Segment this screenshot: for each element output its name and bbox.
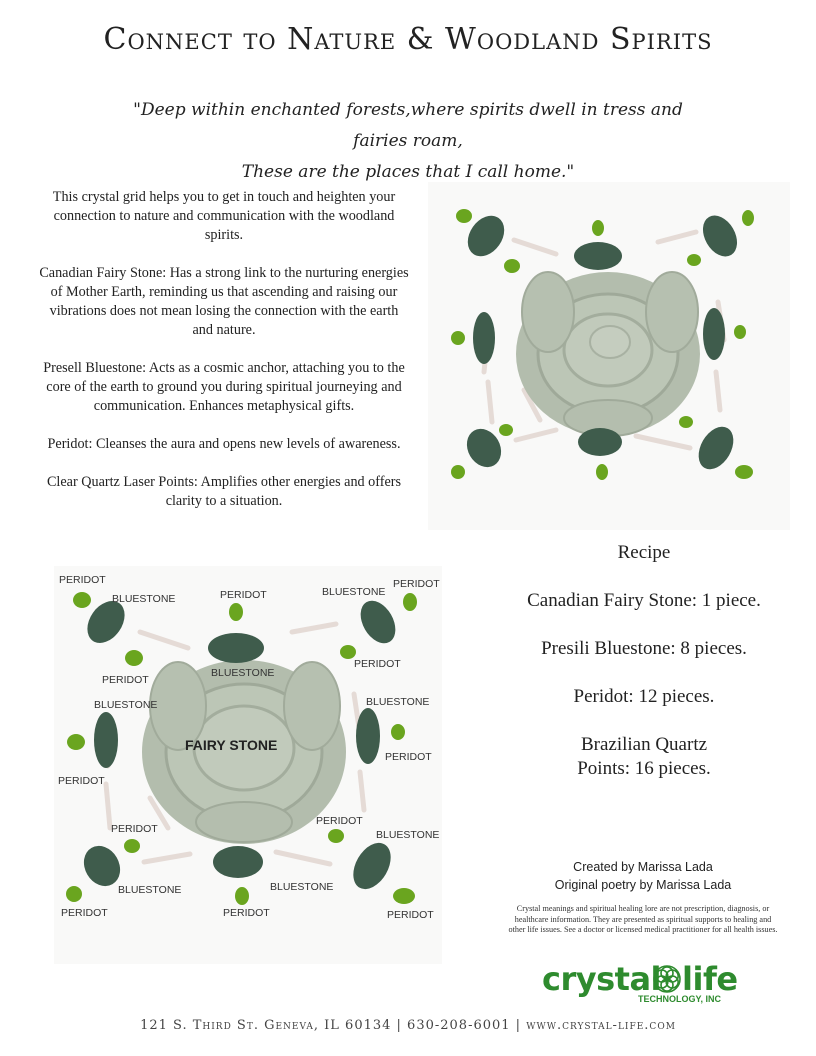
crystal-grid-photo <box>428 182 790 530</box>
label-peridot: PERIDOT <box>61 907 108 919</box>
logo-word-crystal: crystal <box>542 960 662 998</box>
quartz-description: Clear Quartz Laser Points: Amplifies other energies and offers clarity to a situation. <box>46 474 402 509</box>
label-bluestone: BLUESTONE <box>112 593 176 605</box>
label-peridot: PERIDOT <box>385 751 432 763</box>
recipe-item: Canadian Fairy Stone: 1 piece. <box>527 590 761 611</box>
label-bluestone: BLUESTONE <box>270 881 334 893</box>
quote-line-2: These are the places that I call home." <box>241 162 575 182</box>
page-title: Connect to Nature & Woodland Spirits <box>103 22 713 57</box>
label-peridot: PERIDOT <box>223 907 270 919</box>
recipe-heading: Recipe <box>617 542 671 563</box>
bluestone-description: Presell Bluestone: Acts as a cosmic anchor, attaching you to the core of the earth to ground you during spiritual journeying and communication. Enhances metaphysical gifts. <box>43 360 405 414</box>
fairy-stone-description: Canadian Fairy Stone: Has a strong link to the nurturing energies of Mother Earth, reminding us that ascending and raising our vibrations does not mean losing the connection with the earth and nature. <box>39 265 409 338</box>
flower-of-life-icon <box>652 964 682 994</box>
credits <box>510 858 776 894</box>
label-peridot: PERIDOT <box>111 823 158 835</box>
credit-poetry: Original poetry by Marissa Lada <box>554 878 732 892</box>
label-bluestone: BLUESTONE <box>211 667 275 679</box>
crystal-life-logo <box>542 960 742 1010</box>
label-peridot: PERIDOT <box>102 674 149 686</box>
label-bluestone: BLUESTONE <box>118 884 182 896</box>
recipe-item: Brazilian Quartz Points: 16 pieces. <box>577 734 711 779</box>
label-bluestone: BLUESTONE <box>376 829 440 841</box>
label-bluestone: BLUESTONE <box>94 699 158 711</box>
credit-creator: Created by Marissa Lada <box>573 860 713 874</box>
intro-text <box>38 188 410 530</box>
quote-line-1: "Deep within enchanted forests,where spirits dwell in tress and fairies roam, <box>133 100 683 151</box>
logo-subtitle: TECHNOLOGY, INC <box>638 994 722 1004</box>
label-peridot: PERIDOT <box>59 574 106 586</box>
recipe-item: Peridot: 12 pieces. <box>573 686 715 707</box>
label-fairy-stone: FAIRY STONE <box>185 737 278 753</box>
footer-contact: 121 S. Third St. Geneva, IL 60134 | 630-208-6001 | www.crystal-life.com <box>140 1018 676 1033</box>
label-peridot: PERIDOT <box>58 775 105 787</box>
label-peridot: PERIDOT <box>387 909 434 921</box>
recipe-item: Presili Bluestone: 8 pieces. <box>541 638 747 659</box>
label-peridot: PERIDOT <box>354 658 401 670</box>
label-peridot: PERIDOT <box>316 815 363 827</box>
intro-paragraph: This crystal grid helps you to get in touch and heighten your connection to nature and communication with the woodland spirits. <box>52 189 396 243</box>
label-peridot: PERIDOT <box>220 589 267 601</box>
peridot-description: Peridot: Cleanses the aura and opens new levels of awareness. <box>47 436 401 452</box>
poem-quote <box>120 95 696 188</box>
logo-word-life: life <box>682 960 738 998</box>
label-bluestone: BLUESTONE <box>322 586 386 598</box>
label-peridot: PERIDOT <box>393 578 440 590</box>
recipe-section <box>500 541 788 805</box>
labeled-grid-diagram <box>54 566 442 964</box>
disclaimer: Crystal meanings and spiritual healing lore are not prescription, diagnosis, or healthcare information. They are presented as spiritual supports to healing and other life issues. See a doctor or licensed medical practitioner for all health issues. <box>508 904 778 934</box>
label-bluestone: BLUESTONE <box>366 696 430 708</box>
